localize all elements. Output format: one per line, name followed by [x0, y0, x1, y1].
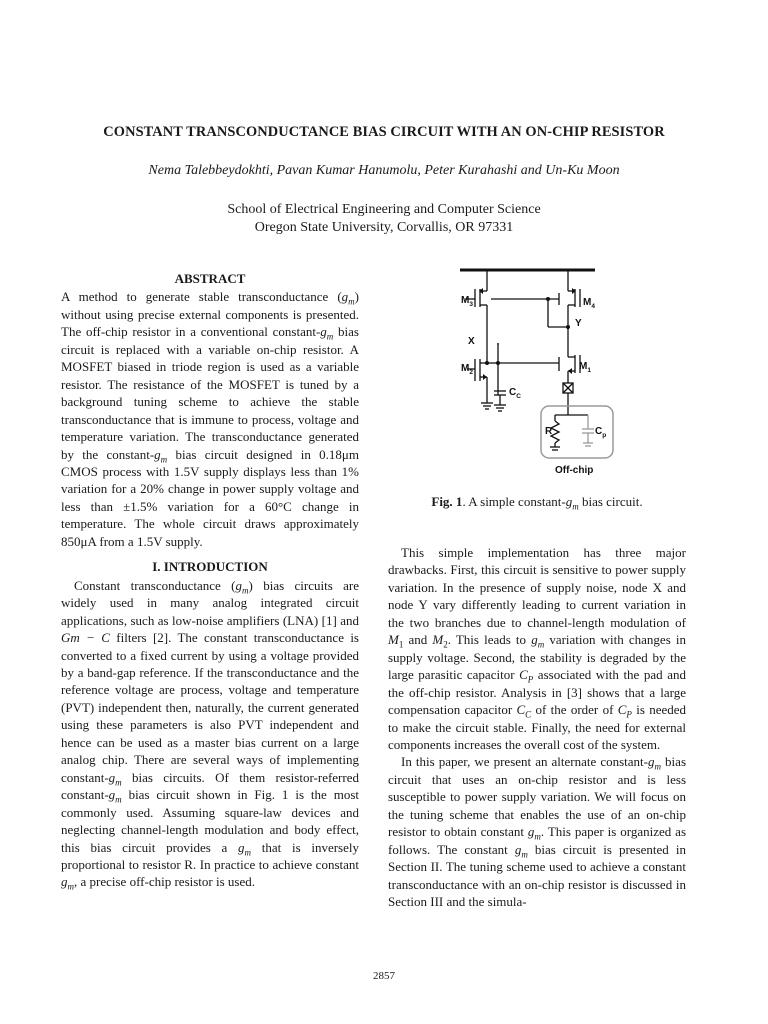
- label-y: Y: [575, 318, 582, 329]
- introduction-heading: I. INTRODUCTION: [152, 559, 268, 575]
- label-r: R: [545, 426, 553, 437]
- label-x: X: [468, 336, 475, 347]
- affiliation: [0, 201, 768, 236]
- figure-number: Fig. 1: [431, 494, 463, 509]
- drawbacks-paragraph: This simple implementation has three major drawbacks. First, this circuit is sensitive to power supply variation. In the presence of supply noise, node X and node Y vary differently leading to current variation in the two branches due to channel-length modulation of $M_1$ and $M_2$. This leads to $g_m$ variation with changes in supply voltage. Second, the stability is degraded by the large parasitic capacitor $C_P$ associated with the pad and the off-chip resistor. Analysis in [3] shows that a large compensation capacitor $C_C$ of the order of $C_P$ is needed to make the circuit stable. Finally, the need for external components increases the overall cost of the system.: [388, 545, 687, 752]
- label-m4: $M_4$: [583, 297, 595, 310]
- circuit-diagram: [455, 263, 615, 483]
- paper-title: CONSTANT TRANSCONDUCTANCE BIAS CIRCUIT WITH AN ON-CHIP RESISTOR: [103, 124, 665, 140]
- abstract-body: A method to generate stable transconductance $(g_m)$ without using precise external components is presented. The off-chip resistor in a conventional constant-$g_m$ bias circuit is replaced with a variable on-chip resistor. A MOSFET biased in triode region is used as a variable resistor. The resistance of the MOSFET is tuned by a background tuning scheme to achieve the stable transconductance that is immune to process, voltage and temperature variation. The transconductance generated by the constant-$g_m$ bias circuit designed in 0.18μm CMOS process with 1.5V supply displays less than 1% variation for a 20% change in power supply voltage and less than ±1.5% variation for a 60°C change in temperature. The whole circuit draws approximately 850μA from a 1.5V supply.: [61, 289, 359, 549]
- affiliation-line-1: School of Electrical Engineering and Computer Science: [227, 202, 541, 217]
- page-number: 2857: [373, 970, 395, 982]
- affiliation-line-2: Oregon State University, Corvallis, OR 97331: [254, 219, 514, 235]
- introduction-body: Constant transconductance $(g_m)$ bias circuits are widely used in many analog integrated circuit applications, such as low-noise amplifiers (LNA) [1] and Gm − C filters [2]. The constant transconductance is converted to a fixed current by using a voltage provided by a band-gap reference. If the transconductance and the reference voltage are process, voltage and temperature (PVT) independent then, naturally, the current generated using these parameters is also PVT independent and hence can be used as a master bias current on a large analog chip. There are several ways of implementing constant-$g_m$ bias circuits. Of them resistor-referred constant-$g_m$ bias circuit shown in Fig. 1 is the most commonly used. Assuming square-law devices and neglecting channel-length modulation and body effect, this bias circuit provides a $g_m$ that is inversely proportional to resistor R. In practice to achieve constant $g_m$, a precise off-chip resistor is used.: [61, 577, 360, 892]
- paper-authors: Nema Talebbeydokhti, Pavan Kumar Hanumolu, Peter Kurahashi and Un-Ku Moon: [148, 163, 620, 178]
- label-m3: $M_3$: [461, 295, 473, 308]
- figure-caption: Fig. 1. A simple constant-$g_m$ bias circuit.: [431, 494, 643, 512]
- label-m2: $M_2$: [461, 363, 473, 376]
- left-column: [61, 270, 359, 891]
- label-m1: $M_1$: [579, 361, 591, 374]
- right-column: [388, 544, 686, 911]
- abstract-heading: ABSTRACT: [174, 271, 246, 286]
- label-cc: $C_C$: [509, 387, 521, 400]
- label-offchip: Off-chip: [555, 465, 594, 476]
- proposal-paragraph: In this paper, we present an alternate constant-$g_m$ bias circuit that uses an on-chip resistor and is less susceptible to power supply variation. We will focus on the tuning scheme that enables the use of an on-chip resistor to obtain constant $g_m$. This paper is organized as follows. The constant $g_m$ bias circuit is presented in Section II. The tuning scheme used to achieve a constant transconductance with an on-chip resistor is discussed in Section III and the simula-: [388, 754, 687, 910]
- label-cp: $C_p$: [595, 426, 607, 439]
